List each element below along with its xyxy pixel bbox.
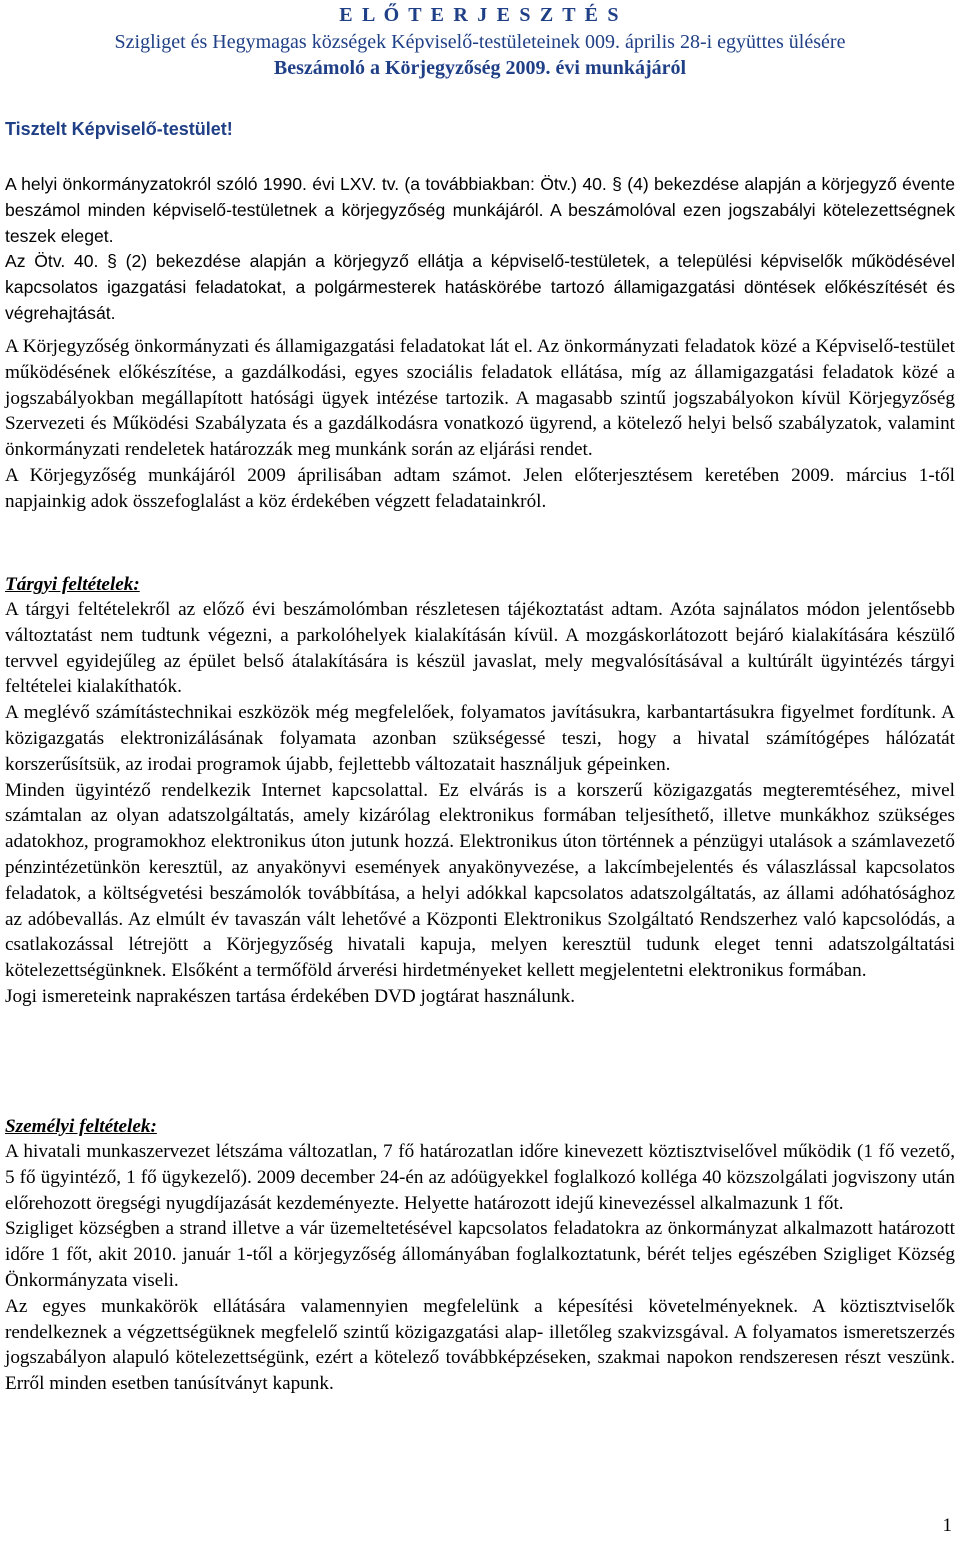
intro-paragraph: A helyi önkormányzatokról szóló 1990. évi LXV. tv. (a továbbiakban: Ötv.) 40. § (4) bekezdése alapján a körjegyző évente beszámol minden képviselő-testületnek a körjegyzőség munkájáról. A beszámolóval ezen jogszabályi kötelezettségnek teszek eleget. [5,174,955,246]
page-number: 1 [942,1515,952,1536]
section-paragraph: Jogi ismereteink naprakészen tartása érdekében DVD jogtárat használunk. [5,985,576,1007]
section-paragraph: A hivatali munkaszervezet létszáma változatlan, 7 fő határozatlan időre kinevezett köztisztviselővel működik (1 fő vezető, 5 fő ügyintéző, 1 fő ügykezelő). 2009 december 24-én az adóügyekkel foglalkozó kolléga 40 közszolgálati jogviszony után előrehozott öregségi nyugdíjazását kezdeményezte. Helyette határozott idejű kinevezéssel alkalmazunk 1 főt. [5,1141,955,1214]
intro-block-2 [5,334,955,515]
document-title: E L Ő T E R J E S Z T É S [339,4,621,26]
section-paragraph: A tárgyi feltételekről az előző évi beszámolómban részletesen tájékoztatást adtam. Azóta sajnálatos módon jelentősebb változtatást nem tudtunk végezni, a parkolóhelyek kialakításán kívül. A mozgáskorlátozott bejáró kialakítására készülő tervvel egyidejűleg az épület belső átalakítására is készül javaslat, mely megvalósításával a kultúrált ügyintézés tárgyi feltételei kialakíthatók. [5,599,955,698]
section-paragraph: Az egyes munkakörök ellátására valamennyien megfelelünk a képesítési követelményeknek. A köztisztviselők rendelkeznek a végzettségüknek megfelelő szintű közigazgatási alap- illetőleg szakvizsgával. A folyamatos ismeretszerzés jogszabályon alapuló kötelezettségünk, ezért a kötelező továbbképzéseken, szakmai napokon rendszeresen részt veszünk. Erről minden esetben tanúsítványt kapunk. [5,1295,955,1395]
section-heading-szemelyi: Személyi feltételek: [5,1116,157,1137]
intro-paragraph: A Körjegyzőség önkormányzati és államigazgatási feladatokat lát el. Az önkormányzati feladatok közé a Képviselő-testület működésének előkészítése, a gazdálkodási, egyes szociális feladatok ellátása, míg az államigazgatási feladatok közé a jogszabályokban megállapított hatósági ügyek intézése tartozik. A magasabb szintű jogszabályokon kívül Körjegyzőség Szervezeti és Működési Szabályzata és a gazdálkodásra vonatkozó ügyrend, a kötelező helyi belső szabályzatok, valamint önkormányzati rendeletek határozzák meg munkánk során az eljárási rendet. [5,336,955,461]
greeting: Tisztelt Képviselő-testület! [5,119,233,139]
section-heading-targyi: Tárgyi feltételek: [5,574,140,595]
section-paragraph: Minden ügyintéző rendelkezik Internet kapcsolattal. Ez elvárás is a korszerű közigazgatás megteremtéséhez, mivel számtalan az olyan adatszolgáltatás, amely kizárólag elektronikus formában teljesíthető, illetve munkákhoz szükséges adatokhoz, programokhoz elektronikus úton jutunk hozzá. Elektronikus úton történnek a pénzügyi utalások a számlavezető pénzintézetünkön keresztül, az anyakönyvi események anyakönyvezése, a lakcímbejelentés és válaszlással kapcsolatos feladatok, a költségvetési beszámolók továbbítása, a helyi adókkal kapcsolatos adatszolgáltatás, az állami adóhatósághoz az adóbevallás. Az elmúlt év tavaszán vált lehetővé a Központi Elektronikus Szolgáltató Rendszerhez való kapcsolódás, a csatlakozással létrejött a Körjegyzőség hivatali kapuja, melyen keresztül tudunk eleget tenni adatszolgáltatási kötelezettségünknek. Elsőként a termőföld árverési hirdetményeket kellett megjelentetni elektronikus formában. [5,779,955,982]
intro-block [5,172,955,327]
intro-paragraph: A Körjegyzőség munkájáról 2009 áprilisában adtam számot. Jelen előterjesztésem keretében 2009. március 1-től napjainkig adok összefoglalást a köz érdekében végzett feladatainkról. [5,464,955,512]
document-subtitle: Szigliget és Hegymagas községek Képviselő-testületeinek 009. április 28-i együttes ülésére [114,31,846,53]
section-paragraph: A meglévő számítástechnikai eszközök még megfelelőek, folyamatos javításukra, karbantartásukra figyelmet fordítunk. A közigazgatás elektronizálásának folyamata azonban szükségessé teszi, hogy a hivatal számítógépes hálózatát korszerűsítsük, az irodai programok újabb, fejlettebb változatait használjuk gépeinken. [5,702,955,775]
intro-paragraph: Az Ötv. 40. § (2) bekezdése alapján a körjegyző ellátja a képviselő-testületek, a települési képviselők működésével kapcsolatos igazgatási feladatokat, a polgármesterek hatáskörébe tartozó államigazgatási döntések előkészítését és végrehajtását. [5,251,955,323]
section-body-targyi [5,597,955,1010]
section-body-szemelyi [5,1139,955,1397]
section-paragraph: Szigliget községben a strand illetve a vár üzemeltetésével kapcsolatos feladatokra az önkormányzat alkalmazott határozott időre 1 főt, akit 2010. január 1-től a körjegyzőség állományában foglalkoztatunk, bérét teljes egészében Szigliget Község Önkormányzata viseli. [5,1218,955,1291]
report-title: Beszámoló a Körjegyzőség 2009. évi munkájáról [273,57,687,79]
